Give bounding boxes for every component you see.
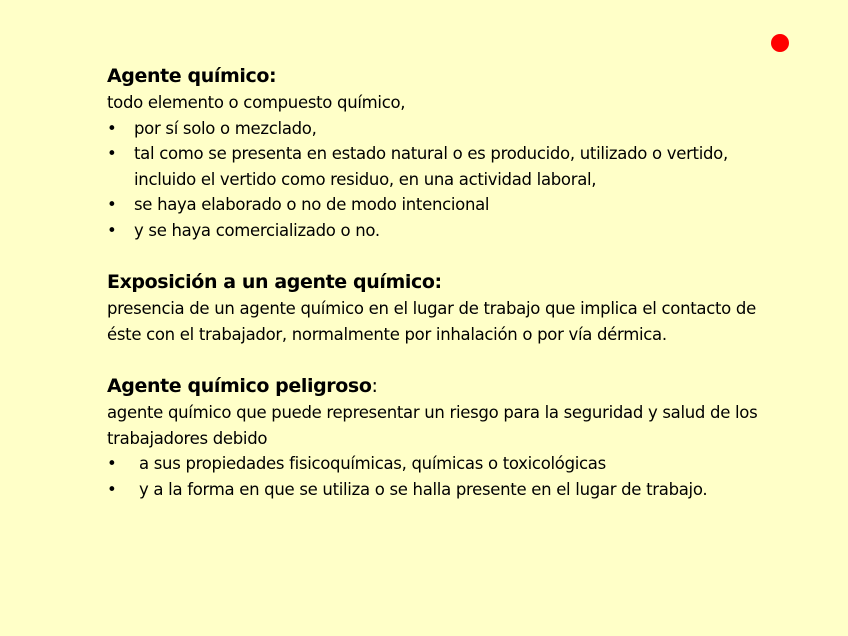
- bullet-mark: •: [107, 479, 117, 499]
- bullet-text: y a la forma en que se utiliza o se halla presente en el lugar de trabajo.: [139, 479, 708, 499]
- heading-colon: :: [371, 375, 378, 397]
- bullet-mark: •: [107, 118, 117, 138]
- section-spacer: [107, 347, 787, 372]
- bullet-item: [107, 218, 787, 244]
- heading-exposicion: Exposición a un agente químico:: [107, 271, 442, 293]
- bullet-text: por sí solo o mezclado,: [134, 118, 317, 138]
- bullet-text: a sus propiedades fisicoquímicas, químicas o toxicológicas: [139, 454, 606, 473]
- bullet-mark: •: [107, 144, 117, 163]
- bullet-mark: •: [107, 454, 117, 473]
- bullet-item: [107, 116, 787, 142]
- definition-exposicion: presencia de un agente químico en el lugar de trabajo que implica el contacto de éste con el trabajador, normalmente por inhalación o por vía dérmica.: [107, 299, 756, 344]
- bullet-mark: •: [107, 220, 117, 240]
- heading-agente-peligroso: [107, 372, 787, 400]
- bullet-text: se haya elaborado o no de modo intencional: [134, 195, 490, 214]
- heading-agente-peligroso-text: Agente químico peligroso: [107, 375, 372, 397]
- red-dot-marker: [771, 34, 789, 52]
- bullet-item: [107, 192, 787, 218]
- definition-agente-peligroso: agente químico que puede representar un riesgo para la seguridad y salud de los trabajadores debido: [107, 403, 758, 448]
- bullet-text: y se haya comercializado o no.: [134, 220, 380, 240]
- definition-agente-quimico: todo elemento o compuesto químico,: [107, 93, 406, 112]
- heading-agente-quimico: Agente químico:: [107, 65, 277, 87]
- bullet-item: [107, 141, 787, 192]
- bullet-item: [107, 477, 787, 503]
- section-spacer: [107, 243, 787, 268]
- bullet-mark: •: [107, 195, 117, 214]
- slide-content: [107, 62, 787, 502]
- bullet-text: tal como se presenta en estado natural o es producido, utilizado o vertido, incluido el vertido como residuo, en una actividad laboral,: [134, 144, 728, 189]
- bullet-item: [107, 451, 787, 477]
